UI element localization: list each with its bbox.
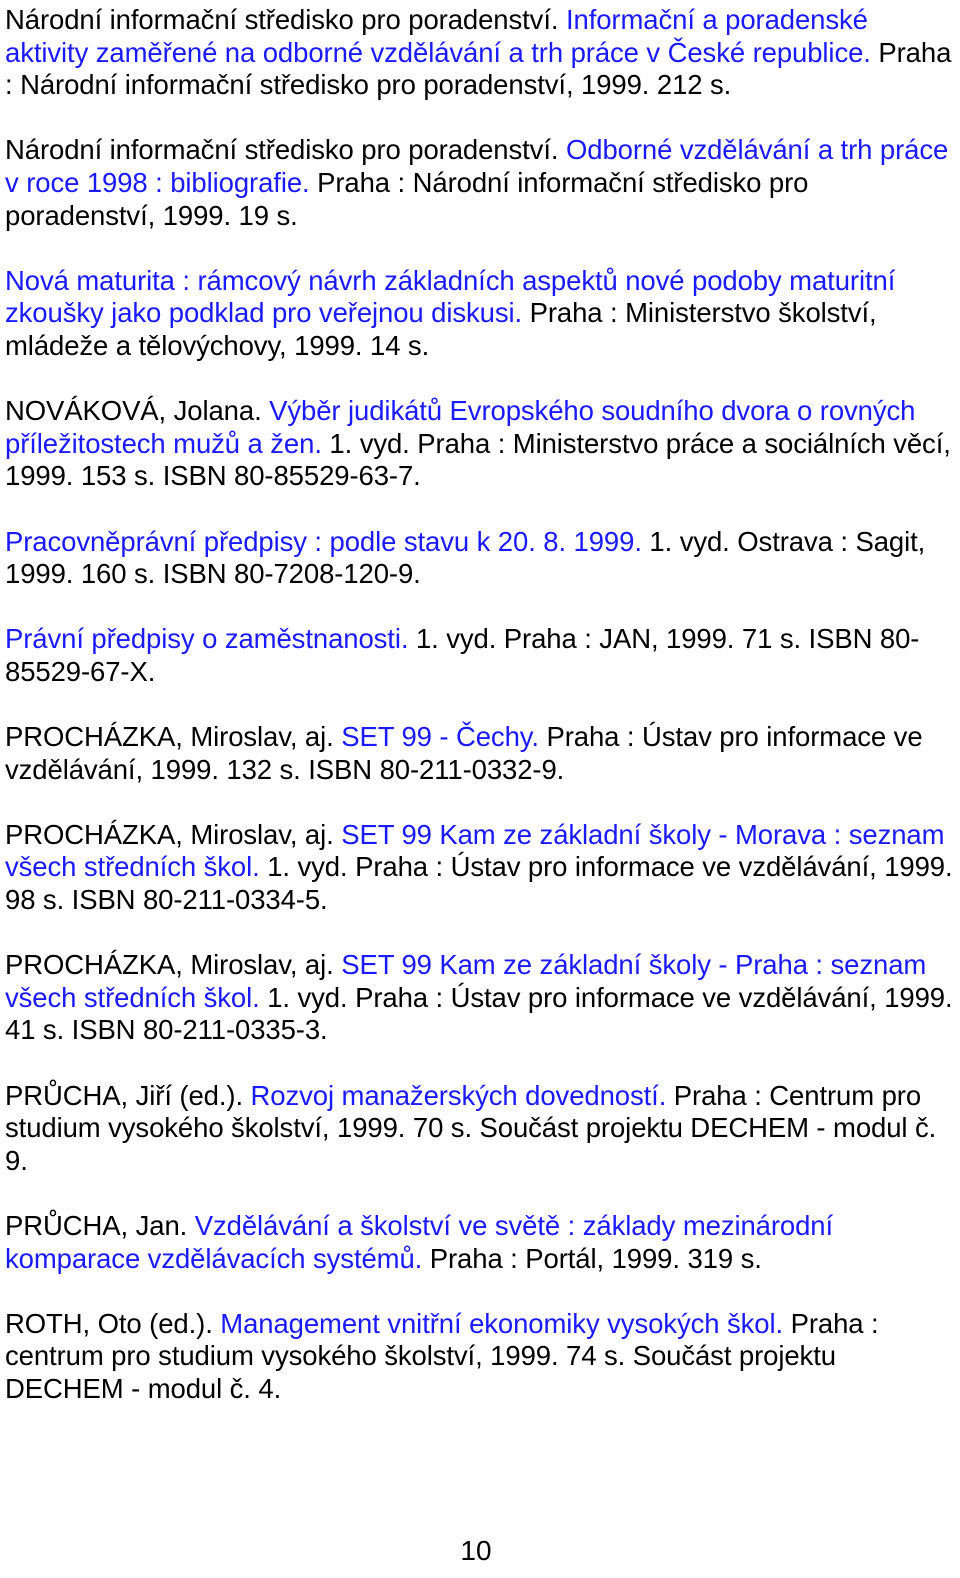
entry-text: 1. vyd. Ostrava : Sagit, 1999. 160 s. ISBN 80-7208-120-9.: [5, 525, 926, 590]
entry-title-link[interactable]: Výběr judikátů Evropského soudního dvora o rovných příležitostech mužů a žen.: [5, 395, 916, 459]
entry-text: PROCHÁZKA, Miroslav, aj.: [5, 949, 342, 981]
entry-text: Praha : Ministerstvo školství, mládeže a tělovýchovy, 1999. 14 s.: [5, 297, 877, 361]
bibliography-entry: [5, 526, 955, 591]
bibliography-entry: [5, 819, 955, 917]
entry-text: 1. vyd. Praha : Ústav pro informace ve vzdělávání, 1999. 98 s. ISBN 80-211-0334-5.: [5, 851, 953, 916]
entry-text: PRŮCHA, Jan.: [5, 1209, 195, 1241]
entry-title-link[interactable]: Pracovněprávní předpisy : podle stavu k 20. 8. 1999.: [5, 525, 642, 557]
bibliography-entry: [5, 134, 955, 232]
entry-text: Praha : Centrum pro studium vysokého školství, 1999. 70 s. Součást projektu DECHEM - modul č. 9.: [5, 1079, 937, 1176]
entry-text: NOVÁKOVÁ, Jolana.: [5, 395, 270, 427]
entry-text: PRŮCHA, Jiří (ed.).: [5, 1079, 251, 1111]
entry-title-link[interactable]: Právní předpisy o zaměstnanosti.: [5, 623, 409, 655]
bibliography-entry: [5, 623, 955, 688]
bibliography-entry: [5, 265, 955, 363]
entry-text: ROTH, Oto (ed.).: [5, 1307, 221, 1339]
bibliography-entry: [5, 4, 955, 102]
entry-text: 1. vyd. Praha : Ústav pro informace ve vzdělávání, 1999. 41 s. ISBN 80-211-0335-3.: [5, 981, 953, 1046]
entry-text: Národní informační středisko pro poradenství.: [5, 134, 566, 166]
entry-title-link[interactable]: Vzdělávání a školství ve světě : základy mezinárodní komparace vzdělávacích systémů.: [5, 1209, 834, 1274]
entry-text: PROCHÁZKA, Miroslav, aj.: [5, 818, 342, 850]
entry-title-link[interactable]: Nová maturita : rámcový návrh základních aspektů nové podoby maturitní zkoušky jako podklad pro veřejnou diskusi.: [5, 264, 896, 329]
entry-text: Praha : centrum pro studium vysokého školství, 1999. 74 s. Součást projektu DECHEM - modul č. 4.: [5, 1307, 879, 1404]
entry-title-link[interactable]: SET 99 Kam ze základní školy - Praha : seznam všech středních škol.: [5, 949, 927, 1013]
entry-text: Praha : Portál, 1999. 319 s.: [422, 1242, 762, 1274]
bibliography-entry: [5, 949, 955, 1047]
bibliography-entry: [5, 721, 955, 786]
entry-title-link[interactable]: SET 99 - Čechy.: [341, 721, 539, 753]
entry-text: Praha : Ústav pro informace ve vzdělávání, 1999. 132 s. ISBN 80-211-0332-9.: [5, 721, 923, 785]
entry-text: PROCHÁZKA, Miroslav, aj.: [5, 721, 342, 753]
entry-title-link[interactable]: Informační a poradenské aktivity zaměřené na odborné vzdělávání a trh práce v České republice.: [5, 4, 871, 68]
entry-title-link[interactable]: Odborné vzdělávání a trh práce v roce 1998 : bibliografie.: [5, 134, 949, 198]
entry-title-link[interactable]: Rozvoj manažerských dovedností.: [250, 1079, 667, 1111]
entry-text: 1. vyd. Praha : Ministerstvo práce a sociálních věcí, 1999. 153 s. ISBN 80-85529-63-7.: [5, 427, 951, 492]
entry-title-link[interactable]: SET 99 Kam ze základní školy - Morava : seznam všech středních škol.: [5, 818, 945, 883]
bibliography-entry: [5, 1210, 955, 1275]
bibliography-entry: [5, 395, 955, 493]
entry-text: Praha : Národní informační středisko pro poradenství, 1999. 19 s.: [5, 166, 809, 231]
bibliography-list: [5, 4, 955, 1438]
entry-text: 1. vyd. Praha : JAN, 1999. 71 s. ISBN 80-85529-67-X.: [5, 623, 920, 687]
bibliography-entry: [5, 1080, 955, 1178]
entry-text: Praha : Národní informační středisko pro poradenství, 1999. 212 s.: [5, 36, 952, 101]
page-number: 10: [460, 1535, 492, 1566]
entry-title-link[interactable]: Management vnitřní ekonomiky vysokých škol.: [220, 1307, 784, 1339]
entry-text: Národní informační středisko pro poradenství.: [5, 4, 566, 35]
bibliography-entry: [5, 1308, 955, 1406]
